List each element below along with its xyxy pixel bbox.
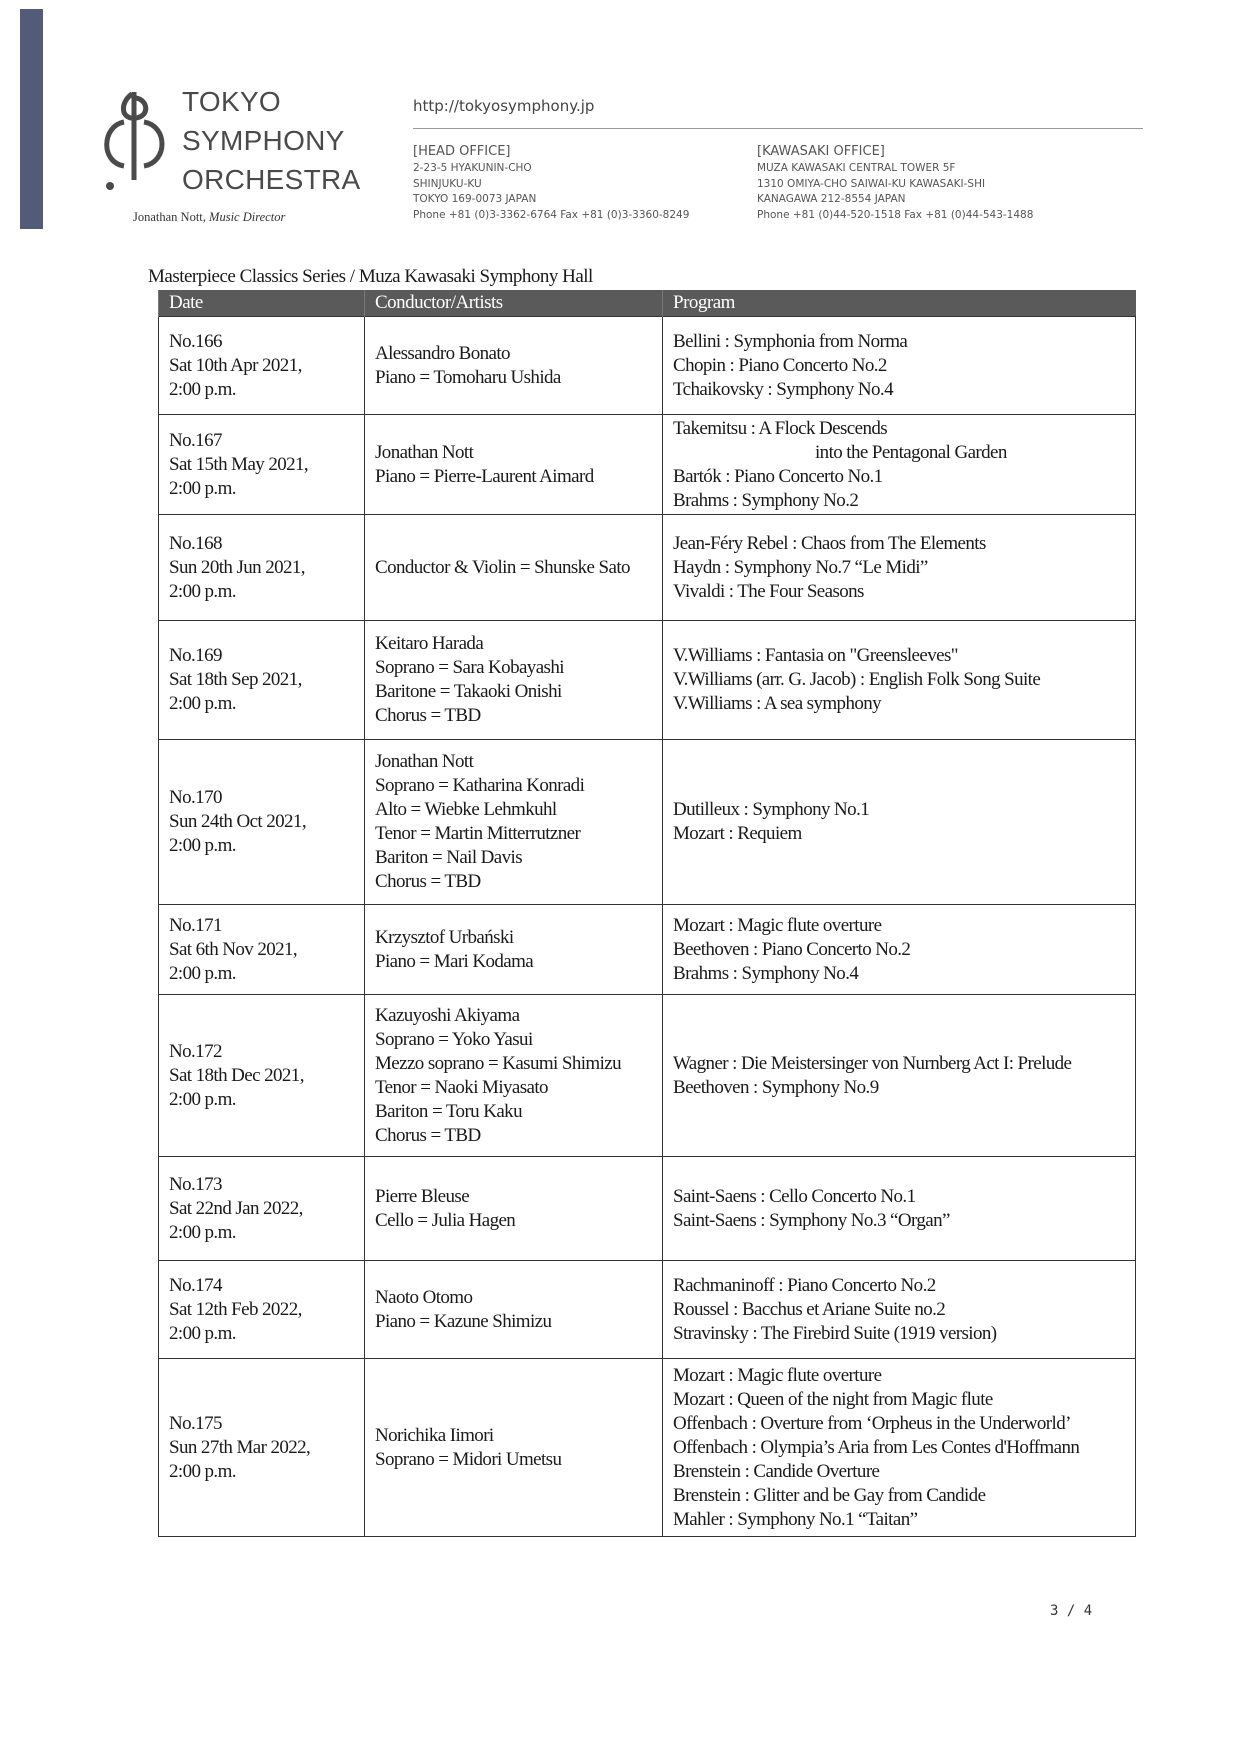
- program-line: Offenbach : Olympia’s Aria from Les Contes d'Hoffmann: [673, 1436, 1080, 1458]
- series-caption: Masterpiece Classics Series / Muza Kawasaki Symphony Hall: [148, 266, 593, 287]
- program-cell: [663, 1157, 1136, 1261]
- artist-line: Tenor = Martin Mitterrutzner: [375, 823, 581, 844]
- program-cell: [663, 740, 1136, 905]
- program-line: Brahms : Symphony No.2: [673, 489, 859, 511]
- table-row: [159, 740, 1136, 905]
- table-header-row: [159, 290, 1136, 317]
- table-row: [159, 1359, 1136, 1537]
- date-line: 2:00 p.m.: [169, 1460, 236, 1482]
- date-line: 2:00 p.m.: [169, 477, 236, 499]
- date-line: Sat 15th May 2021,: [169, 453, 309, 475]
- artist-line: Jonathan Nott: [375, 751, 474, 772]
- program-line: Jean-Féry Rebel : Chaos from The Elements: [673, 532, 986, 554]
- date-line: Sun 27th Mar 2022,: [169, 1436, 311, 1458]
- date-cell: [159, 1261, 365, 1359]
- column-header-program: Program: [663, 290, 1136, 317]
- program-cell: [663, 415, 1136, 515]
- program-line: Roussel : Bacchus et Ariane Suite no.2: [673, 1298, 946, 1320]
- program-cell: [663, 1261, 1136, 1359]
- contact-line: Phone +81 (0)3-3362-6764 Fax +81 (0)3-3360-8249: [413, 208, 690, 221]
- artist-line: Krzysztof Urbański: [375, 926, 514, 948]
- artists-cell: [365, 1157, 663, 1261]
- artist-line: Chorus = TBD: [375, 1124, 481, 1146]
- date-line: No.172: [169, 1040, 222, 1062]
- artist-line: Bariton = Nail Davis: [375, 847, 522, 868]
- date-line: Sat 22nd Jan 2022,: [169, 1197, 303, 1219]
- program-line: Beethoven : Symphony No.9: [673, 1076, 879, 1098]
- artist-line: Chorus = TBD: [375, 705, 481, 726]
- artist-line: Alto = Wiebke Lehmkuhl: [375, 799, 557, 820]
- program-cell: [663, 621, 1136, 740]
- program-line: Stravinsky : The Firebird Suite (1919 version): [673, 1322, 997, 1344]
- brand-line: ORCHESTRA: [182, 164, 361, 195]
- date-line: No.170: [169, 787, 222, 808]
- artist-line: Soprano = Sara Kobayashi: [375, 657, 564, 678]
- program-line: Mozart : Magic flute overture: [673, 1364, 882, 1386]
- table-row: [159, 1261, 1136, 1359]
- artist-line: Norichika Iimori: [375, 1424, 494, 1446]
- date-line: Sat 6th Nov 2021,: [169, 938, 298, 960]
- table-row: [159, 515, 1136, 621]
- artists-cell: [365, 1261, 663, 1359]
- date-line: 2:00 p.m.: [169, 693, 236, 714]
- program-line: Mozart : Requiem: [673, 823, 802, 844]
- contact-line: Phone +81 (0)44-520-1518 Fax +81 (0)44-543-1488: [757, 208, 1034, 221]
- date-line: No.171: [169, 914, 222, 936]
- artist-line: Naoto Otomo: [375, 1286, 473, 1308]
- artist-line: Cello = Julia Hagen: [375, 1209, 516, 1231]
- artist-line: Piano = Mari Kodama: [375, 950, 534, 972]
- artist-line: Keitaro Harada: [375, 633, 484, 654]
- date-line: No.167: [169, 429, 222, 451]
- artist-line: Piano = Pierre-Laurent Aimard: [375, 465, 594, 487]
- date-line: Sat 10th Apr 2021,: [169, 354, 302, 376]
- address-line: TOKYO 169-0073 JAPAN: [413, 193, 537, 205]
- program-line: V.Williams : Fantasia on "Greensleeves": [673, 645, 958, 666]
- artists-cell: [365, 621, 663, 740]
- brand-line: TOKYO: [182, 86, 282, 117]
- director-name: Jonathan Nott,: [133, 210, 210, 224]
- artist-line: Kazuyoshi Akiyama: [375, 1004, 520, 1026]
- date-cell: [159, 1157, 365, 1261]
- artist-line: Conductor & Violin = Shunske Sato: [375, 556, 630, 578]
- date-line: 2:00 p.m.: [169, 835, 236, 856]
- date-line: No.173: [169, 1173, 222, 1195]
- program-line: Saint-Saens : Symphony No.3 “Organ”: [673, 1209, 950, 1231]
- column-header-date: Date: [159, 290, 365, 317]
- column-header-artists: Conductor/Artists: [365, 290, 663, 317]
- date-line: No.166: [169, 330, 222, 352]
- address-line: 1310 OMIYA-CHO SAIWAI-KU KAWASAKI-SHI: [757, 177, 986, 190]
- date-cell: [159, 1359, 365, 1537]
- date-line: Sun 24th Oct 2021,: [169, 811, 306, 832]
- date-line: Sat 12th Feb 2022,: [169, 1298, 302, 1320]
- program-line: Bartók : Piano Concerto No.1: [673, 465, 883, 487]
- website-url: http://tokyosymphony.jp: [413, 97, 595, 115]
- kawasaki-office-title: [KAWASAKI OFFICE]: [757, 144, 885, 159]
- program-cell: [663, 515, 1136, 621]
- artist-line: Mezzo soprano = Kasumi Shimizu: [375, 1052, 622, 1074]
- page-number: 3 / 4: [1050, 1603, 1093, 1619]
- program-cell: [663, 317, 1136, 415]
- address-line: SHINJUKU-KU: [413, 177, 482, 190]
- kawasaki-office-address: [757, 142, 1033, 223]
- artist-line: Soprano = Yoko Yasui: [375, 1028, 533, 1050]
- date-line: Sun 20th Jun 2021,: [169, 556, 305, 578]
- program-line: Wagner : Die Meistersinger von Nurnberg Act I: Prelude: [673, 1052, 1072, 1074]
- program-line: Brenstein : Candide Overture: [673, 1460, 880, 1482]
- program-cell: [663, 1359, 1136, 1537]
- artists-cell: [365, 740, 663, 905]
- program-line: Rachmaninoff : Piano Concerto No.2: [673, 1274, 936, 1296]
- program-line: Haydn : Symphony No.7 “Le Midi”: [673, 556, 928, 578]
- artist-line: Bariton = Toru Kaku: [375, 1100, 522, 1122]
- artists-cell: [365, 1359, 663, 1537]
- date-line: 2:00 p.m.: [169, 1322, 236, 1344]
- program-cell: [663, 995, 1136, 1157]
- program-line: Tchaikovsky : Symphony No.4: [673, 378, 893, 400]
- artists-cell: [365, 995, 663, 1157]
- date-line: 2:00 p.m.: [169, 378, 236, 400]
- head-office-address: [413, 142, 689, 223]
- artists-cell: [365, 515, 663, 621]
- date-cell: [159, 905, 365, 995]
- artists-cell: [365, 415, 663, 515]
- artist-line: Pierre Bleuse: [375, 1185, 470, 1207]
- program-line: Mahler : Symphony No.1 “Taitan”: [673, 1508, 918, 1530]
- date-line: No.175: [169, 1412, 222, 1434]
- program-line: Brahms : Symphony No.4: [673, 962, 859, 984]
- artists-cell: [365, 317, 663, 415]
- date-cell: [159, 740, 365, 905]
- artist-line: Tenor = Naoki Miyasato: [375, 1076, 548, 1098]
- table-row: [159, 1157, 1136, 1261]
- program-line: Beethoven : Piano Concerto No.2: [673, 938, 911, 960]
- program-cell: [663, 905, 1136, 995]
- address-line: KANAGAWA 212-8554 JAPAN: [757, 193, 906, 205]
- letterhead-side-bar: [20, 9, 43, 229]
- program-line: Offenbach : Overture from ‘Orpheus in the Underworld’: [673, 1412, 1071, 1434]
- program-line: into the Pentagonal Garden: [815, 441, 1007, 463]
- program-line: Mozart : Magic flute overture: [673, 914, 882, 936]
- date-line: No.168: [169, 532, 222, 554]
- program-line: Takemitsu : A Flock Descends: [673, 417, 888, 439]
- artist-line: Soprano = Katharina Konradi: [375, 775, 585, 796]
- date-line: No.174: [169, 1274, 222, 1296]
- date-cell: [159, 995, 365, 1157]
- artist-line: Piano = Kazune Shimizu: [375, 1310, 552, 1332]
- artist-line: Jonathan Nott: [375, 441, 474, 463]
- orchestra-name: [182, 82, 361, 199]
- table-row: [159, 995, 1136, 1157]
- artist-line: Baritone = Takaoki Onishi: [375, 681, 562, 702]
- program-line: Mozart : Queen of the night from Magic flute: [673, 1388, 993, 1410]
- date-line: Sat 18th Sep 2021,: [169, 669, 302, 690]
- date-line: Sat 18th Dec 2021,: [169, 1064, 304, 1086]
- artist-line: Chorus = TBD: [375, 871, 481, 892]
- program-line: Chopin : Piano Concerto No.2: [673, 354, 887, 376]
- table-row: [159, 905, 1136, 995]
- program-line: Dutilleux : Symphony No.1: [673, 799, 870, 820]
- program-line: Saint-Saens : Cello Concerto No.1: [673, 1185, 916, 1207]
- table-row: [159, 415, 1136, 515]
- program-line: Bellini : Symphonia from Norma: [673, 330, 908, 352]
- director-title: Music Director: [209, 210, 286, 224]
- date-line: 2:00 p.m.: [169, 580, 236, 602]
- orchestra-logo-icon: [90, 82, 190, 197]
- date-cell: [159, 415, 365, 515]
- table-row: [159, 317, 1136, 415]
- letterhead-divider: [413, 128, 1143, 129]
- date-line: No.169: [169, 645, 222, 666]
- concert-schedule-table: [158, 290, 1136, 1537]
- artists-cell: [365, 905, 663, 995]
- artist-line: Piano = Tomoharu Ushida: [375, 366, 561, 388]
- artist-line: Alessandro Bonato: [375, 342, 510, 364]
- date-cell: [159, 621, 365, 740]
- address-line: 2-23-5 HYAKUNIN-CHO: [413, 162, 532, 174]
- date-line: 2:00 p.m.: [169, 1221, 236, 1243]
- date-cell: [159, 317, 365, 415]
- program-line: Brenstein : Glitter and be Gay from Candide: [673, 1484, 986, 1506]
- music-director-credit: [133, 210, 285, 225]
- brand-line: SYMPHONY: [182, 125, 345, 156]
- program-line: V.Williams (arr. G. Jacob) : English Folk Song Suite: [673, 669, 1041, 690]
- date-line: 2:00 p.m.: [169, 962, 236, 984]
- program-line: V.Williams : A sea symphony: [673, 693, 882, 714]
- date-cell: [159, 515, 365, 621]
- table-row: [159, 621, 1136, 740]
- program-line: Vivaldi : The Four Seasons: [673, 580, 864, 602]
- head-office-title: [HEAD OFFICE]: [413, 144, 511, 159]
- artist-line: Soprano = Midori Umetsu: [375, 1448, 562, 1470]
- address-line: MUZA KAWASAKI CENTRAL TOWER 5F: [757, 162, 956, 174]
- date-line: 2:00 p.m.: [169, 1088, 236, 1110]
